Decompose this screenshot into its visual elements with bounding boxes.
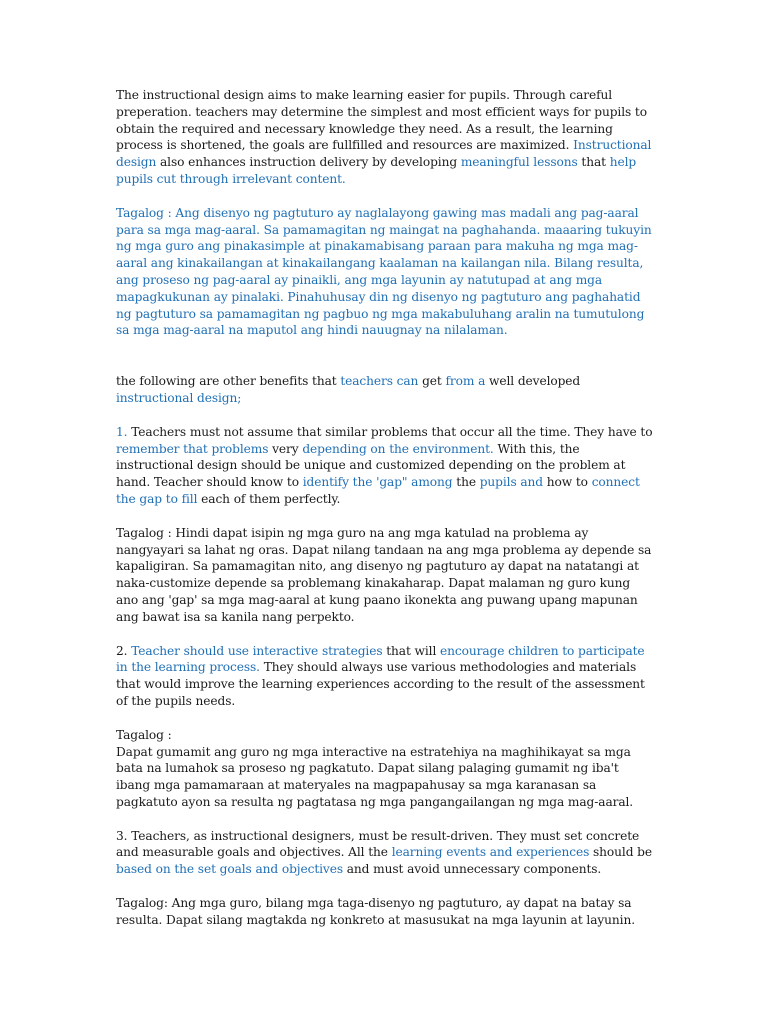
text-segment: very xyxy=(268,441,303,456)
paragraph-benefit-3-tagalog xyxy=(116,895,656,929)
text-segment: the xyxy=(452,475,480,490)
highlighted-text: based on the set goals and objectives xyxy=(116,862,343,877)
highlighted-text: meaningful lessons xyxy=(460,155,578,170)
highlighted-text: Tagalog : Ang disenyo ng pagtuturo ay naglalayong gawing mas madali ang pag-aaral para sa mga mag-aaral. Sa pamamagitan ng maingat na paghahanda. maaaring tukuyin ng mga guro ang pinakasimple at pinakamabisang paraan para makuha ng mga mag-aaral ang kinakailangan at kinakailangang kaalaman na kailangan nila. Bilang resulta, ang proseso ng pag-aaral ay pinaikli, ang mga layunin ay natutupad at ang mga mapagkukunan ay pinalaki. Pinahuhusay din ng disenyo ng pagtuturo ang paghahatid ng pagtuturo sa pamamagitan ng pagbuo ng mga makabuluhang aralin na tumutulong sa mga mag-aaral na maputol ang hindi nauugnay na nilalaman. xyxy=(116,205,652,338)
highlighted-text: from a xyxy=(445,374,486,389)
text-segment: Tagalog : xyxy=(116,727,172,742)
highlighted-text: Teacher should use interactive strategies xyxy=(131,643,383,658)
paragraph-benefit-1-tagalog xyxy=(116,525,656,626)
highlighted-text: instructional design; xyxy=(116,390,242,405)
text-segment: and must avoid unnecessary components. xyxy=(342,862,602,877)
document-body xyxy=(116,87,656,946)
text-segment: Tagalog: Ang mga guro, bilang mga taga-disenyo ng pagtuturo, ay dapat na batay sa resulta. Dapat silang magtakda ng konkreto at masusukat na mga layunin at layunin. xyxy=(116,896,635,927)
paragraph-benefit-1 xyxy=(116,424,656,508)
highlighted-text: encourage children to participate in the learning process. xyxy=(116,643,645,675)
paragraph-intro-tagalog xyxy=(116,205,656,339)
text-segment: Teachers must not assume that similar problems that occur all the time. They have to xyxy=(127,424,653,439)
text-segment: should be xyxy=(589,845,652,860)
paragraph-benefit-2-tagalog xyxy=(116,744,656,811)
paragraph-benefits-intro xyxy=(116,373,656,407)
text-segment: each of them perfectly. xyxy=(197,491,341,506)
text-segment: 3. Teachers, as instructional designers, must be result-driven. They must set concrete and measurable goals and objectives. All the xyxy=(116,828,640,860)
highlighted-text: help pupils cut through irrelevant content. xyxy=(116,155,637,186)
text-segment: that will xyxy=(382,643,441,658)
text-segment: that xyxy=(577,155,610,170)
highlighted-text: depending on the environment. xyxy=(302,441,494,456)
highlighted-text: learning events and experiences xyxy=(391,845,590,860)
highlighted-text: Instructional design xyxy=(116,138,652,170)
paragraph-benefit-2 xyxy=(116,643,656,710)
highlighted-text: identify the 'gap" among xyxy=(302,475,453,490)
text-segment: 2. xyxy=(116,643,132,658)
text-segment: Tagalog : Hindi dapat isipin ng mga guro na ang mga katulad na problema ay nangyayari sa lahat ng oras. Dapat nilang tandaan na ang mga problema ay depende sa kapaligiran. Sa pamamagitan nito, ang disenyo ng pagtuturo ay dapat na natatangi at naka-customize depende sa problemang kinakaharap. Dapat malaman ng guro kung ano ang 'gap' sa mga mag-aaral at kung paano ikonekta ang puwang upang mapunan ang bawat isa sa kanila nang perpekto. xyxy=(116,525,652,624)
paragraph-benefit-3 xyxy=(116,828,656,878)
text-segment: Dapat gumamit ang guro ng mga interactive na estratehiya na maghihikayat sa mga bata na lumahok sa proseso ng pagkatuto. Dapat silang palaging gumamit ng iba't ibang mga pamamaraan at materyales na magpapahusay sa mga karanasan sa pagkatuto ayon sa resulta ng pagtatasa ng mga pangangailangan ng mga mag-aaral. xyxy=(116,744,634,809)
highlighted-text: connect the gap to fill xyxy=(116,475,640,506)
text-segment: They should always use various methodologies and materials that would improve the learning experiences according to the result of the assessment of the pupils needs. xyxy=(116,660,645,708)
text-segment: With this, the instructional design should be unique and customized depending on the problem at hand. Teacher should know to xyxy=(116,441,626,490)
paragraph-intro xyxy=(116,87,656,188)
text-segment: also enhances instruction delivery by developing xyxy=(156,155,461,170)
text-segment: get xyxy=(418,374,446,389)
text-segment: how to xyxy=(543,475,592,490)
text-segment: The instructional design aims to make learning easier for pupils. Through careful preperation. teachers may determine the simplest and most efficient ways for pupils to obtain the required and necessary knowledge they need. As a result, the learning process is shortened, the goals are fullfilled and resources are maximized. xyxy=(116,88,647,153)
highlighted-text: 1. xyxy=(116,424,128,439)
highlighted-text: teachers can xyxy=(340,374,419,389)
text-segment: the following are other benefits that xyxy=(116,374,341,389)
text-segment: well developed xyxy=(485,374,581,389)
highlighted-text: pupils and xyxy=(479,475,544,490)
paragraph-benefit-2-tagalog-label xyxy=(116,727,656,744)
highlighted-text: remember that problems xyxy=(116,441,269,456)
